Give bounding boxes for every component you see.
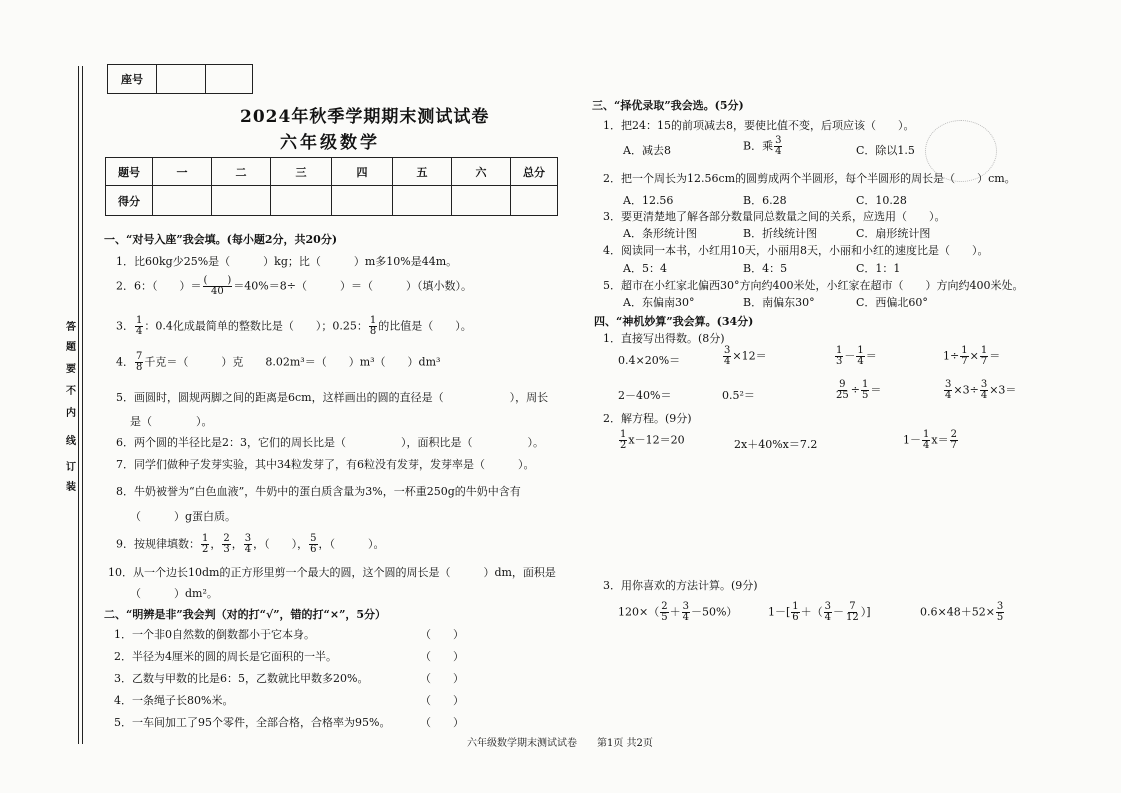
seat-number-box <box>107 64 253 94</box>
s1-q3-text: 的比值是（ ）。 <box>378 319 472 333</box>
score-cell[interactable] <box>271 186 332 216</box>
s1-q10-line1: 10．从一个边长10dm的正方形里剪一个最大的圆，这个圆的周长是（ ）dm，面积是 <box>108 566 556 579</box>
s2-item: 1．一个非0自然数的倒数都小于它本身。 <box>114 628 315 641</box>
s3-option: B．4：5 <box>743 262 788 275</box>
s1-q2-text: 2．6：（ ）＝ <box>116 279 202 293</box>
frac-num: 3 <box>244 533 252 544</box>
side-char: 线 <box>66 436 76 447</box>
s1-q2-fraction <box>203 276 233 297</box>
s2-item: 4．一条绳子长80%米。 <box>114 694 234 707</box>
s2-answer-paren[interactable]: （ ） <box>420 650 464 663</box>
equation: 1－ $\frac{1}{4}$ x＝ $\frac{2}{7}$ <box>903 429 957 451</box>
side-char: 答 <box>66 322 76 333</box>
calc-item: $\frac{9}{25}$ ÷ $\frac{1}{5}$ ＝ <box>836 379 882 401</box>
section-3-heading: 三、“择优录取”我会选。(5分) <box>592 99 744 112</box>
section-2-heading: 二、“明辨是非”我会判（对的打“√”，错的打“×”，5分） <box>104 608 387 621</box>
calc-text: －50%） <box>690 605 738 619</box>
exam-subtitle: 六年级数学 <box>280 133 380 153</box>
s3-q1-option-b <box>743 136 783 157</box>
section-4-heading: 四、“神机妙算”我会算。(34分) <box>594 315 754 328</box>
option-text: B．乘 <box>743 139 774 153</box>
s2-item: 5．一车间加工了95个零件，全部合格，合格率为95%。 <box>114 716 391 729</box>
frac-num: 1 <box>369 315 377 326</box>
s1-q9: 9．按规律填数： $\frac{1}{2}$ ， $\frac{2}{3}$ ， $\frac{3}{4}$ ，（ ）， $\frac{5}{6}$ ，（ ）。 <box>116 533 385 555</box>
s3-option: C．10.28 <box>856 194 907 207</box>
s3-option: A．东偏南30° <box>623 296 695 309</box>
score-cell[interactable] <box>153 186 212 216</box>
exam-title: 2024年秋季学期期末测试试卷 <box>240 107 490 127</box>
equation-text: x－12＝20 <box>628 433 685 447</box>
s4-sub3: 3．用你喜欢的方法计算。(9分) <box>603 579 758 592</box>
s1-q9-text: ，（ ）， <box>253 537 309 551</box>
score-header: 三 <box>271 158 332 186</box>
score-table <box>105 157 558 216</box>
score-cell[interactable] <box>511 186 558 216</box>
calc-item: 2－40%＝ <box>618 389 672 402</box>
frac-den: 3 <box>223 544 230 555</box>
mixed-calc: 120×（ $\frac{2}{5}$ ＋ $\frac{3}{4}$ －50%） <box>618 601 738 623</box>
binding-line-inner <box>82 66 83 744</box>
side-char: 不 <box>66 386 76 397</box>
frac-den: 2 <box>202 544 209 555</box>
frac-den: 4 <box>244 544 252 555</box>
s3-option: B．6.28 <box>743 194 787 207</box>
s4-sub2: 2．解方程。(9分) <box>603 412 692 425</box>
seat-label: 座号 <box>108 65 157 94</box>
s1-q7: 7．同学们做种子发芽实验，其中34粒发芽了，有6粒没有发芽，发芽率是（ ）。 <box>116 458 535 471</box>
mixed-calc: 1－[ $\frac{1}{6}$ ＋（ $\frac{3}{4}$ － $\frac{7}{12}$ ）] <box>768 601 871 623</box>
s3-q4: 4．阅读同一本书，小红用10天，小丽用8天，小丽和小红的速度比是（ ）。 <box>603 244 989 257</box>
frac-num: 1 <box>136 315 143 326</box>
frac-num: 5 <box>310 533 317 544</box>
score-cell[interactable] <box>332 186 393 216</box>
s2-item: 3．乙数与甲数的比是6：5，乙数就比甲数多20%。 <box>114 672 369 685</box>
score-header: 二 <box>212 158 271 186</box>
s1-q5-line2: 是（ ）。 <box>130 415 213 428</box>
s1-q9-frac <box>244 534 252 555</box>
footer-title: 六年级数学期末测试试卷 <box>467 738 577 749</box>
calc-text: 1－[ <box>768 605 791 619</box>
s1-q5-line1: 5．画圆时，圆规两脚之间的距离是6cm，这样画出的圆的直径是（ ），周长 <box>116 391 549 404</box>
section-1-heading: 一、“对号入座”我会填。(每小题2分，共20分) <box>104 233 338 246</box>
calc-text: ] <box>866 605 871 619</box>
seat-field[interactable] <box>157 65 206 94</box>
s1-q10-line2: （ ）dm²。 <box>130 587 218 600</box>
s1-q2 <box>116 276 472 297</box>
s1-q8-line1: 8．牛奶被誉为“白色血液”，牛奶中的蛋白质含量为3%，一杯重250g的牛奶中含有 <box>116 485 521 498</box>
s1-q9-frac <box>222 534 230 555</box>
frac-den: 40 <box>211 286 224 297</box>
footer-page: 第1页 共2页 <box>597 738 653 749</box>
calc-item: $\frac{1}{3}$ － $\frac{1}{4}$ ＝ <box>836 345 877 367</box>
score-header: 四 <box>332 158 393 186</box>
s3-option: C．扇形统计图 <box>856 227 931 240</box>
frac-num: 3 <box>775 135 782 146</box>
frac-num: 2 <box>223 533 230 544</box>
s1-q3-text: ：0.4化成最简单的整数比是（ ）；0.25： <box>144 319 368 333</box>
s3-option: A．5：4 <box>623 262 667 275</box>
side-char: 题 <box>66 342 76 353</box>
s2-answer-paren[interactable]: （ ） <box>420 694 464 707</box>
calc-item: 0.5²＝ <box>722 389 755 402</box>
s3-q2: 2．把一个周长为12.56cm的圆剪成两个半圆形，每个半圆形的周长是（ ）cm。 <box>603 172 1016 185</box>
calc-text: 120×（ <box>618 605 660 619</box>
frac-den: 4 <box>136 326 143 337</box>
s1-q4-frac <box>135 352 143 373</box>
score-header: 六 <box>452 158 511 186</box>
score-cell[interactable] <box>212 186 271 216</box>
s1-q8-line2: （ ）g蛋白质。 <box>130 510 237 523</box>
score-cell[interactable] <box>393 186 452 216</box>
s1-q3-text: 3． <box>116 319 134 333</box>
score-row-label: 得分 <box>106 186 153 216</box>
s1-q3-frac1 <box>135 316 143 337</box>
calc-item: $\frac{3}{4}$ ×3÷ $\frac{3}{4}$ ×3＝ <box>945 379 1017 401</box>
s4-sub1: 1．直接写出得数。(8分) <box>603 332 725 345</box>
s3-option: A．12.56 <box>623 194 674 207</box>
frac-den: 6 <box>310 544 317 555</box>
s3-q1-option-c: C．除以1.5 <box>856 144 915 157</box>
s1-q9-text: 9．按规律填数： <box>116 537 200 551</box>
s3-q1b-frac <box>774 136 782 157</box>
s1-q4-text: 千克＝（ ）克 8.02m³＝（ ）m³（ ）dm³ <box>144 355 441 369</box>
s2-answer-paren[interactable]: （ ） <box>420 672 464 685</box>
side-char: 内 <box>66 408 76 419</box>
s1-q2-text: ＝40%＝8÷（ ）＝（ ）（填小数）。 <box>233 279 472 293</box>
s3-q1: 1．把24：15的前项减去8，要使比值不变，后项应该（ ）。 <box>603 119 915 132</box>
mixed-calc: 0.6×48＋52× $\frac{3}{5}$ <box>920 601 1004 623</box>
frac-num: 7 <box>136 351 143 362</box>
score-header: 一 <box>153 158 212 186</box>
s3-option: B．折线统计图 <box>743 227 818 240</box>
frac-den: 4 <box>775 146 782 157</box>
calc-item: 1÷ $\frac{1}{7}$ × $\frac{1}{7}$ ＝ <box>943 345 1001 367</box>
equation: $\frac{1}{2}$ x－12＝20 <box>620 429 685 451</box>
s2-item: 2．半径为4厘米的圆的周长是它面积的一半。 <box>114 650 337 663</box>
s3-option: C．1：1 <box>856 262 901 275</box>
s1-q9-text: ，（ ）。 <box>318 537 385 551</box>
side-char: 订 <box>66 462 76 473</box>
frac-num: ( ) <box>203 275 232 286</box>
s3-option: C．西偏北60° <box>856 296 928 309</box>
s1-q4-text: 4． <box>116 355 134 369</box>
equation: 2x＋40%x＝7.2 <box>734 438 818 451</box>
score-header: 五 <box>393 158 452 186</box>
score-header: 题号 <box>106 158 153 186</box>
calc-text: 0.6×48＋52× <box>920 605 995 619</box>
side-char: 要 <box>66 364 76 375</box>
s3-option: B．南偏东30° <box>743 296 815 309</box>
frac-den: 8 <box>136 362 143 373</box>
s1-q9-frac <box>201 534 209 555</box>
s3-q1-option-a: A．减去8 <box>623 144 671 157</box>
s1-q9-frac <box>309 534 317 555</box>
s2-answer-paren[interactable]: （ ） <box>420 628 464 641</box>
s3-option: A．条形统计图 <box>623 227 697 240</box>
calc-item: $\frac{3}{4}$ ×12＝ <box>724 345 767 367</box>
frac-den: 8 <box>369 326 377 337</box>
binding-line-outer <box>78 66 79 744</box>
s1-q1: 1．比60kg少25%是（ ）kg；比（ ）m多10%是44m。 <box>116 255 458 268</box>
s3-q5: 5．超市在小红家北偏西30°方向约400米处，小红家在超市（ ）方向约400米处。 <box>603 279 1024 292</box>
s3-q3: 3．要更清楚地了解各部分数量同总数量之间的关系，应选用（ ）。 <box>603 210 946 223</box>
s1-q6: 6．两个圆的半径比是2：3，它们的周长比是（ ），面积比是（ ）。 <box>116 436 544 449</box>
score-cell[interactable] <box>452 186 511 216</box>
seat-field[interactable] <box>206 65 253 94</box>
side-char: 装 <box>66 482 76 493</box>
s1-q3 <box>116 316 472 337</box>
s2-answer-paren[interactable]: （ ） <box>420 716 464 729</box>
calc-item: 0.4×20%＝ <box>618 354 681 367</box>
s1-q4 <box>116 352 440 373</box>
score-header: 总分 <box>511 158 558 186</box>
s1-q3-frac2 <box>369 316 377 337</box>
frac-num: 1 <box>202 533 209 544</box>
